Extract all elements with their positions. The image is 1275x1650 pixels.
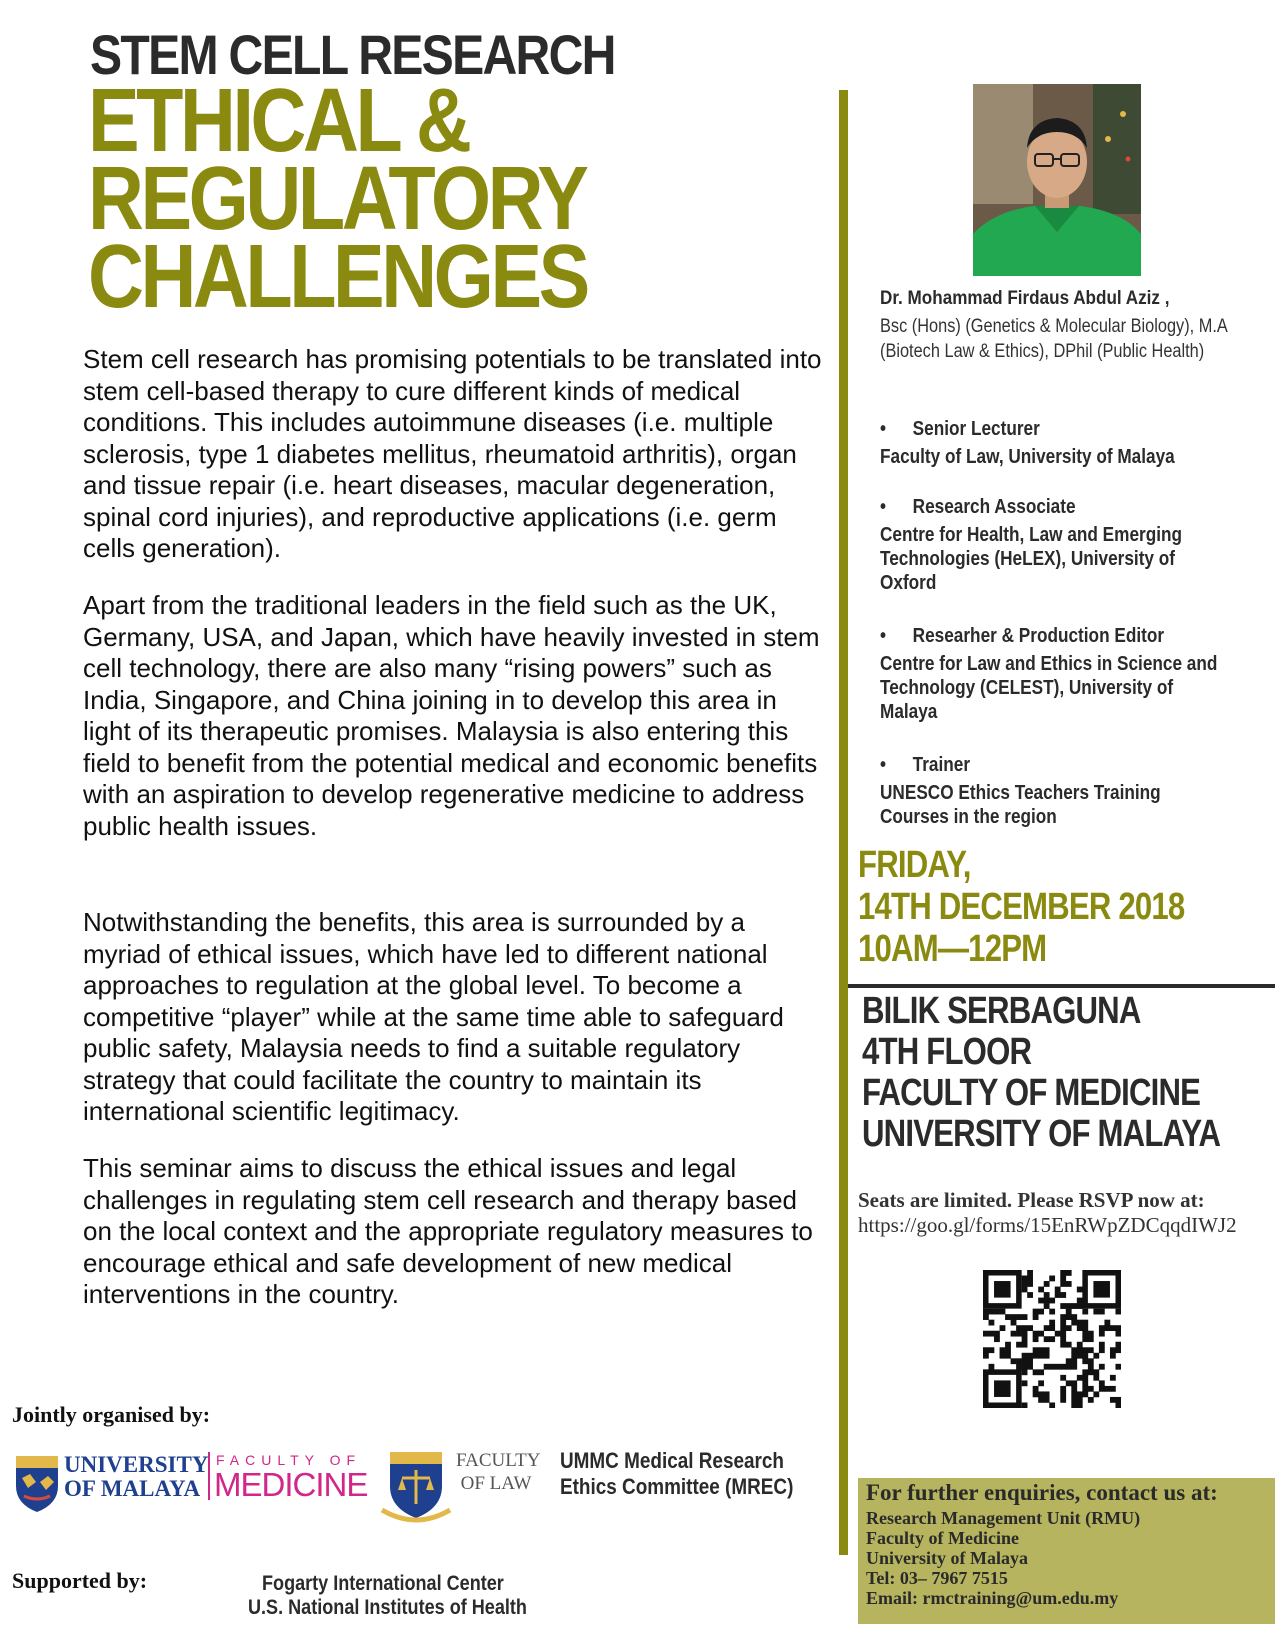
qr-module [1060, 1386, 1066, 1392]
qr-module [1077, 1397, 1083, 1403]
qr-module [1082, 1309, 1088, 1315]
qr-module [1060, 1325, 1066, 1331]
qr-module [1060, 1391, 1066, 1397]
qr-module [994, 1336, 1000, 1342]
qr-module [1038, 1391, 1044, 1397]
qr-module [1071, 1358, 1077, 1364]
qr-module [989, 1364, 995, 1370]
qr-module [1011, 1314, 1017, 1320]
qr-module [1044, 1336, 1050, 1342]
qr-module [1110, 1386, 1116, 1392]
qr-module [1071, 1397, 1077, 1403]
qr-module [1099, 1325, 1105, 1331]
rsvp-qr-code[interactable] [983, 1270, 1121, 1408]
qr-module [1066, 1325, 1072, 1331]
qr-module [1027, 1281, 1033, 1287]
qr-module [1088, 1331, 1094, 1337]
qr-module [1044, 1353, 1050, 1359]
qr-module [1071, 1314, 1077, 1320]
qr-module [1071, 1353, 1077, 1359]
fom-medicine: MEDICINE [214, 1466, 368, 1503]
qr-module [1066, 1358, 1072, 1364]
qr-module [1022, 1276, 1028, 1282]
qr-module [1000, 1325, 1006, 1331]
qr-module [1033, 1353, 1039, 1359]
qr-module [1033, 1314, 1039, 1320]
qr-module [1077, 1325, 1083, 1331]
qr-module [1099, 1309, 1105, 1315]
qr-module [1088, 1386, 1094, 1392]
qr-module [1082, 1358, 1088, 1364]
qr-module [1027, 1276, 1033, 1282]
qr-module [1000, 1353, 1006, 1359]
qr-module [1082, 1386, 1088, 1392]
qr-module [1077, 1298, 1083, 1304]
qr-module [1060, 1314, 1066, 1320]
um-crest-icon [14, 1452, 60, 1514]
qr-module [1060, 1320, 1066, 1326]
qr-module [1115, 1402, 1121, 1408]
body-paragraph-2: Apart from the traditional leaders in the field such as the UK, Germany, USA, and Japan, which have heavily invested in stem cell technology, there are also many “rising powers” such as India, Singapore, and China joining in to develop this area in light of its therapeutic promises. Malaysia is also entering this field to benefit from the potential medical and economic benefits with an aspiration to develop regenerative medicine to address public health issues. [83, 590, 820, 841]
qr-module [1115, 1331, 1121, 1337]
qr-module [1038, 1309, 1044, 1315]
qr-module [1066, 1303, 1072, 1309]
qr-module [989, 1309, 995, 1315]
qr-module [1115, 1342, 1121, 1348]
qr-module [989, 1347, 995, 1353]
contact-line-faculty: Faculty of Medicine [866, 1528, 1019, 1548]
event-time: 10AM—12PM [858, 928, 1047, 970]
qr-module [1038, 1397, 1044, 1403]
qr-module [1077, 1320, 1083, 1326]
qr-module [1044, 1347, 1050, 1353]
title-top: STEM CELL RESEARCH [90, 23, 615, 86]
qr-module [1049, 1309, 1055, 1315]
qr-module [1022, 1325, 1028, 1331]
qr-module [1082, 1353, 1088, 1359]
body-paragraph-4: This seminar aims to discuss the ethical issues and legal challenges in regulating stem cell research and therapy based on the local context and the appropriate regulatory measures to encourage ethical and safe development of new medical interventions in the country. [83, 1153, 813, 1309]
qr-module [1011, 1358, 1017, 1364]
qr-module [1077, 1303, 1083, 1309]
qr-module [1071, 1320, 1077, 1326]
fom-faculty-of: FACULTY OF [216, 1452, 362, 1468]
qr-module [1110, 1375, 1116, 1381]
qr-module [1093, 1391, 1099, 1397]
qr-module [1016, 1364, 1022, 1370]
qr-module [1077, 1342, 1083, 1348]
qr-module [1082, 1331, 1088, 1337]
title-line-regulatory: REGULATORY [88, 149, 586, 249]
qr-module [1022, 1342, 1028, 1348]
qr-module [1060, 1364, 1066, 1370]
qr-module [1027, 1353, 1033, 1359]
qr-module [1022, 1331, 1028, 1337]
qr-module [1060, 1276, 1066, 1282]
qr-finder [994, 1281, 1011, 1298]
qr-module [1071, 1303, 1077, 1309]
qr-module [1000, 1309, 1006, 1315]
role-title-senior-lecturer: • Senior Lecturer [880, 418, 1040, 440]
qr-module [1060, 1375, 1066, 1381]
qr-module [1016, 1342, 1022, 1348]
qr-module [1088, 1336, 1094, 1342]
qr-module [1033, 1369, 1039, 1375]
qr-module [1060, 1336, 1066, 1342]
event-date: 14TH DECEMBER 2018 [858, 886, 1185, 928]
qr-module [1016, 1358, 1022, 1364]
qr-module [1110, 1353, 1116, 1359]
qr-module [1099, 1347, 1105, 1353]
qr-module [1027, 1270, 1033, 1276]
qr-module [1088, 1397, 1094, 1403]
role-title-research-associate: • Research Associate [880, 496, 1076, 518]
qr-module [1033, 1391, 1039, 1397]
venue-line-4: UNIVERSITY OF MALAYA [862, 1113, 1221, 1155]
bullet: • [880, 496, 887, 518]
qr-module [1082, 1320, 1088, 1326]
qr-module [983, 1331, 989, 1337]
rsvp-block [858, 1188, 1237, 1238]
contact-line-tel: Tel: 03– 7967 7515 [866, 1568, 1008, 1588]
qr-module [1038, 1298, 1044, 1304]
qr-module [1110, 1347, 1116, 1353]
role-desc-research-associate: Centre for Health, Law and Emerging Technologies (HeLEX), University of Oxford [880, 524, 1183, 594]
qr-module [1066, 1270, 1072, 1276]
qr-module [1066, 1314, 1072, 1320]
qr-module [1049, 1320, 1055, 1326]
title-line-challenges: CHALLENGES [88, 227, 587, 327]
horizontal-divider [848, 984, 1275, 988]
um-name-line1: UNIVERSITY [64, 1452, 209, 1477]
qr-module [1022, 1336, 1028, 1342]
qr-module [1049, 1402, 1055, 1408]
qr-module [1022, 1380, 1028, 1386]
qr-module [1066, 1281, 1072, 1287]
qr-module [994, 1331, 1000, 1337]
bullet: • [880, 418, 887, 440]
qr-module [1066, 1364, 1072, 1370]
qr-module [983, 1309, 989, 1315]
contact-heading: For further enquiries, contact us at: [866, 1480, 1218, 1505]
qr-module [1055, 1364, 1061, 1370]
qr-module [1093, 1353, 1099, 1359]
qr-module [1011, 1320, 1017, 1326]
qr-module [1082, 1391, 1088, 1397]
qr-module [1033, 1347, 1039, 1353]
qr-module [1033, 1331, 1039, 1337]
contact-line-rmu: Research Management Unit (RMU) [866, 1508, 1141, 1528]
body-paragraph-3: Notwithstanding the benefits, this area is surrounded by a myriad of ethical issues, which have led to different national approaches to regulation at the global level. To become a competitive “player” while at the same time able to safeguard public safety, Malaysia needs to find a suitable regulatory strategy that could facilitate the country to maintain its international scientific legitimacy. [83, 907, 784, 1126]
qr-module [1022, 1353, 1028, 1359]
qr-module [1110, 1397, 1116, 1403]
qr-module [1022, 1281, 1028, 1287]
qr-module [1000, 1347, 1006, 1353]
qr-module [1077, 1391, 1083, 1397]
speaker-photo [973, 84, 1141, 276]
qr-module [1115, 1397, 1121, 1403]
qr-module [989, 1331, 995, 1337]
qr-module [1066, 1309, 1072, 1315]
role-title-trainer: • Trainer [880, 754, 971, 776]
bullet: • [880, 754, 887, 776]
qr-module [1088, 1358, 1094, 1364]
qr-module [1038, 1353, 1044, 1359]
qr-module [1044, 1303, 1050, 1309]
law-faculty-line2: OF LAW [460, 1473, 532, 1494]
fogarty-line1: Fogarty International Center [262, 1572, 504, 1595]
contact-line-university: University of Malaya [866, 1548, 1028, 1568]
venue-line-2: 4TH FLOOR [862, 1031, 1032, 1073]
event-day: FRIDAY, [858, 844, 971, 886]
qr-module [983, 1353, 989, 1359]
qr-module [1099, 1342, 1105, 1348]
qr-module [1071, 1402, 1077, 1408]
qr-module [1022, 1364, 1028, 1370]
role-desc-senior-lecturer: Faculty of Law, University of Malaya [880, 446, 1175, 468]
qr-module [1038, 1380, 1044, 1386]
qr-module [1027, 1364, 1033, 1370]
qr-module [1044, 1391, 1050, 1397]
qr-module [1066, 1342, 1072, 1348]
qr-module [1060, 1303, 1066, 1309]
qr-module [1005, 1347, 1011, 1353]
vertical-divider [839, 90, 848, 1555]
qr-module [1088, 1369, 1094, 1375]
qr-module [1066, 1380, 1072, 1386]
qr-module [1099, 1364, 1105, 1370]
qr-module [1099, 1331, 1105, 1337]
qr-module [1093, 1375, 1099, 1381]
qr-module [1027, 1325, 1033, 1331]
qr-module [1099, 1380, 1105, 1386]
qr-module [1027, 1292, 1033, 1298]
qr-module [1060, 1331, 1066, 1337]
qr-module [1060, 1270, 1066, 1276]
role-title-production-editor: • Researher & Production Editor [880, 625, 1165, 647]
body-paragraph-1: Stem cell research has promising potentials to be translated into stem cell-based therapy to cure different kinds of medical conditions. This includes autoimmune diseases (i.e. multiple sclerosis, type 1 diabetes mellitus, rheumatoid arthritis), organ and tissue repair (i.e. heart diseases, macular degeneration, spinal cord injuries), and reproductive applications (i.e. germ cells generation). [83, 344, 822, 563]
role-desc-trainer: UNESCO Ethics Teachers Training Courses in the region [880, 782, 1161, 828]
rsvp-lead: Seats are limited. Please RSVP now at: [858, 1188, 1205, 1212]
qr-module [1077, 1347, 1083, 1353]
qr-module [1060, 1342, 1066, 1348]
qr-module [1016, 1331, 1022, 1337]
qr-module [983, 1314, 989, 1320]
qr-module [1115, 1309, 1121, 1315]
qr-module [1077, 1353, 1083, 1359]
qr-module [1044, 1292, 1050, 1298]
qr-module [1082, 1380, 1088, 1386]
qr-module [1115, 1325, 1121, 1331]
qr-module [1055, 1292, 1061, 1298]
qr-module [1115, 1364, 1121, 1370]
qr-module [1115, 1347, 1121, 1353]
qr-module [1049, 1298, 1055, 1304]
qr-module [1033, 1309, 1039, 1315]
qr-module [1038, 1287, 1044, 1293]
qr-module [1016, 1314, 1022, 1320]
qr-module [1016, 1325, 1022, 1331]
qr-module [1071, 1380, 1077, 1386]
qr-module [1099, 1386, 1105, 1392]
qr-module [1077, 1402, 1083, 1408]
qr-finder [994, 1380, 1011, 1397]
qr-module [1022, 1287, 1028, 1293]
qr-module [1060, 1292, 1066, 1298]
qr-module [1044, 1397, 1050, 1403]
venue-line-1: BILIK SERBAGUNA [862, 990, 1141, 1032]
qr-module [1088, 1364, 1094, 1370]
qr-module [1033, 1336, 1039, 1342]
role-desc-production-editor: Centre for Law and Ethics in Science and Technology (CELEST), University of Malaya [880, 653, 1218, 723]
qr-module [1071, 1391, 1077, 1397]
bullet: • [880, 625, 887, 647]
ummc-line1: UMMC Medical Research [560, 1448, 784, 1473]
qr-module [1082, 1375, 1088, 1381]
qr-module [1093, 1369, 1099, 1375]
law-crest-icon [380, 1448, 452, 1528]
qr-module [1038, 1347, 1044, 1353]
qr-module [1022, 1402, 1028, 1408]
qr-module [1060, 1397, 1066, 1403]
qr-module [1033, 1386, 1039, 1392]
qr-module [1044, 1364, 1050, 1370]
organisers-label: Jointly organised by: [12, 1402, 211, 1427]
qr-module [1022, 1369, 1028, 1375]
contact-line-email[interactable]: Email: rmctraining@um.edu.my [866, 1588, 1119, 1608]
qr-module [994, 1309, 1000, 1315]
qr-module [1044, 1281, 1050, 1287]
um-fom-divider [208, 1452, 210, 1500]
qr-module [1055, 1331, 1061, 1337]
qr-module [1022, 1358, 1028, 1364]
qr-module [1049, 1276, 1055, 1282]
speaker-name: Dr. Mohammad Firdaus Abdul Aziz , [880, 288, 1170, 309]
qr-module [1077, 1375, 1083, 1381]
qr-module [1104, 1320, 1110, 1326]
qr-module [1071, 1386, 1077, 1392]
title-line-ethical: ETHICAL & [88, 71, 469, 171]
qr-module [1104, 1386, 1110, 1392]
qr-module [1055, 1287, 1061, 1293]
qr-module [1038, 1331, 1044, 1337]
qr-module [1110, 1325, 1116, 1331]
qr-module [1005, 1342, 1011, 1348]
qr-module [1082, 1369, 1088, 1375]
qr-module [1005, 1314, 1011, 1320]
fogarty-line2: U.S. National Institutes of Health [248, 1596, 527, 1619]
qr-module [1071, 1364, 1077, 1370]
qr-module [1044, 1325, 1050, 1331]
qr-module [1027, 1358, 1033, 1364]
qr-module [1088, 1347, 1094, 1353]
ummc-line2: Ethics Committee (MREC) [560, 1474, 794, 1499]
qr-module [1060, 1281, 1066, 1287]
qr-module [1071, 1347, 1077, 1353]
speaker-qualifications: Bsc (Hons) (Genetics & Molecular Biology), M.A (Biotech Law & Ethics), DPhil (Public Health) [880, 316, 1227, 362]
qr-module [1082, 1336, 1088, 1342]
qr-module [1093, 1309, 1099, 1315]
qr-module [989, 1320, 995, 1326]
qr-module [1049, 1336, 1055, 1342]
qr-module [1011, 1331, 1017, 1337]
venue-line-3: FACULTY OF MEDICINE [862, 1072, 1201, 1114]
qr-module [1049, 1325, 1055, 1331]
qr-module [1038, 1369, 1044, 1375]
qr-module [1077, 1287, 1083, 1293]
qr-module [1044, 1298, 1050, 1304]
um-name-line2: OF MALAYA [64, 1476, 201, 1501]
qr-module [1005, 1353, 1011, 1359]
qr-module [1082, 1347, 1088, 1353]
qr-module [1022, 1314, 1028, 1320]
qr-module [983, 1347, 989, 1353]
law-faculty-line1: FACULTY [456, 1450, 541, 1471]
qr-module [1049, 1364, 1055, 1370]
qr-module [1082, 1325, 1088, 1331]
qr-module [1104, 1325, 1110, 1331]
supporters-label: Supported by: [12, 1568, 148, 1593]
rsvp-url-link[interactable]: https://goo.gl/forms/15EnRWpZDCqqdIWJ2 [858, 1213, 1237, 1237]
qr-finder [1093, 1281, 1110, 1298]
